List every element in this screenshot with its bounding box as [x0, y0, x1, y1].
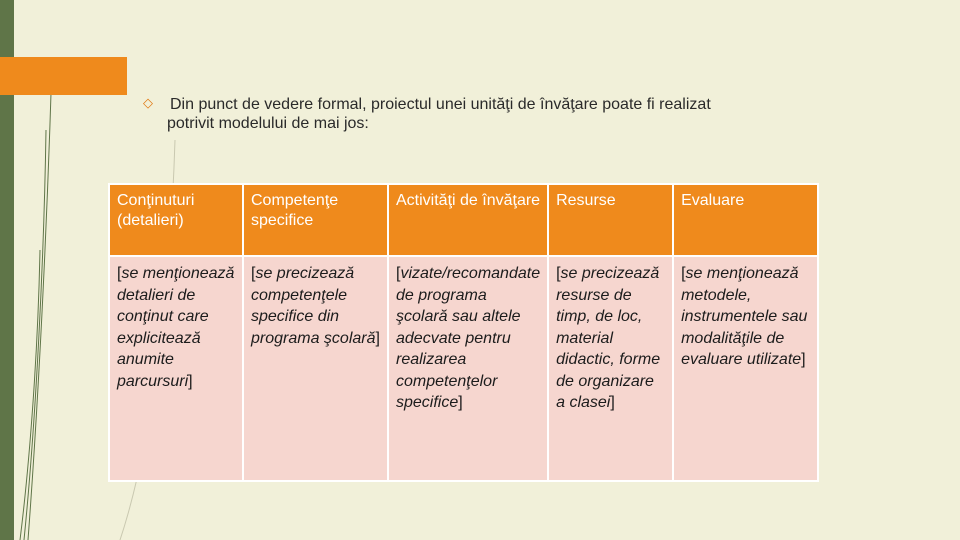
header-activitati: Activităţi de învăţare — [388, 184, 548, 256]
header-resurse: Resurse — [548, 184, 673, 256]
diamond-bullet-icon: ◇ — [143, 95, 153, 110]
intro-bullet — [143, 95, 843, 133]
cell-competente: [se precizează competenţele specifice din programa şcolară] — [243, 256, 388, 481]
header-competente: Competenţe specifice — [243, 184, 388, 256]
intro-line-1: Din punct de vedere formal, proiectul unei unităţi de învăţare poate fi realizat — [170, 96, 711, 113]
table-header-row — [109, 184, 818, 256]
cell-resurse: [se precizează resurse de timp, de loc, material didactic, forme de organizare a clasei] — [548, 256, 673, 481]
intro-text — [143, 95, 843, 133]
orange-title-tab — [0, 57, 127, 95]
header-continuturi: Conţinuturi (detalieri) — [109, 184, 243, 256]
table-row — [109, 256, 818, 481]
intro-line-2: potrivit modelului de mai jos: — [167, 115, 369, 132]
cell-evaluare: [se menţionează metodele, instrumentele sau modalităţile de evaluare utilizate] — [673, 256, 818, 481]
cell-activitati: [vizate/recomandate de programa şcolară sau altele adecvate pentru realizarea competenţelor specifice] — [388, 256, 548, 481]
header-evaluare: Evaluare — [673, 184, 818, 256]
learning-unit-table — [108, 183, 819, 482]
cell-continuturi: [se menţionează detalieri de conţinut care explicitează anumite parcursuri] — [109, 256, 243, 481]
